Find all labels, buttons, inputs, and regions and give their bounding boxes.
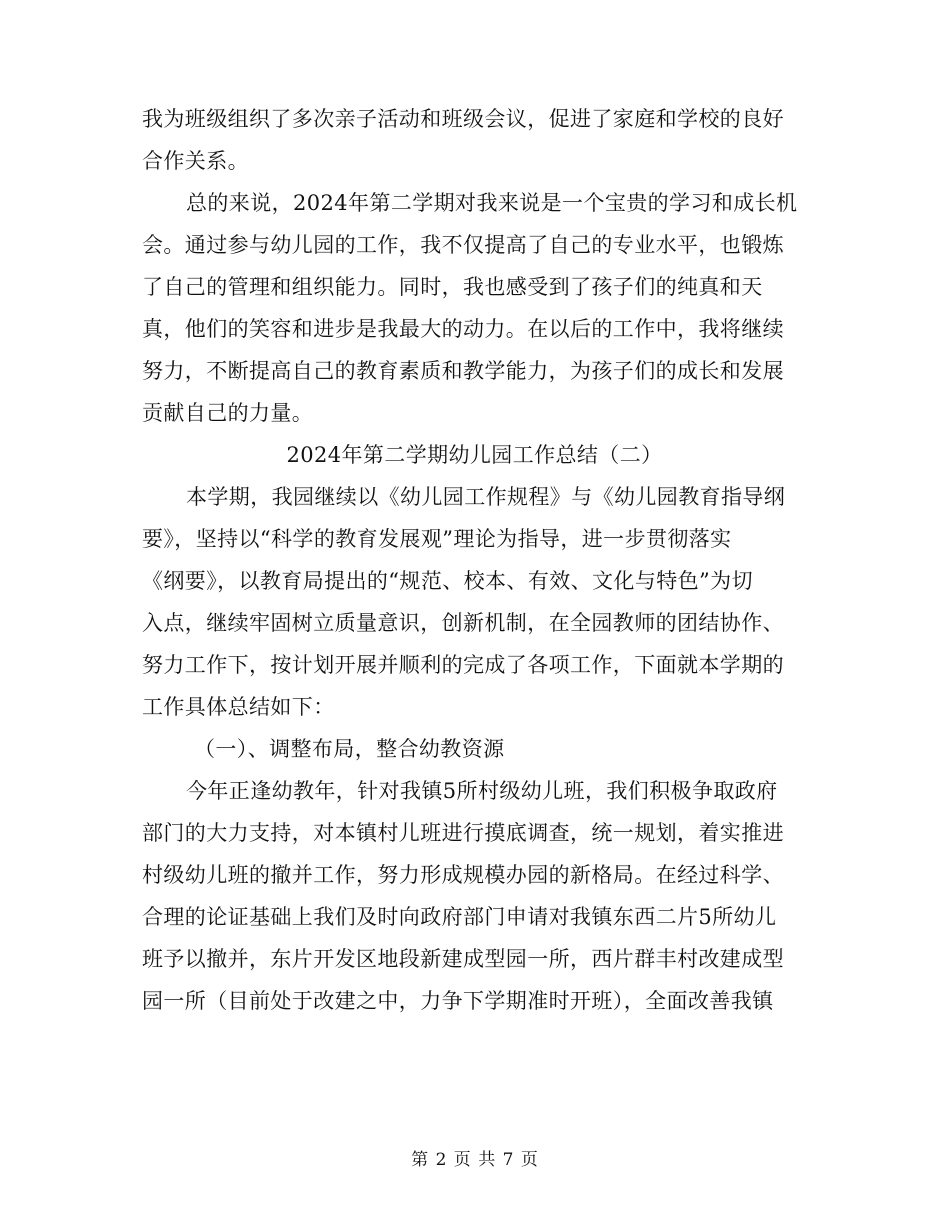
text-line: 班予以撤并，东片开发区地段新建成型园一所，西片群丰村改建成型 <box>142 947 784 971</box>
text-line: 要》，坚持以“科学的教育发展观”理论为指导，进一步贯彻落实 <box>142 527 732 551</box>
text-line: 贡献自己的力量。 <box>142 401 314 425</box>
text-line: 努力，不断提高自己的教育素质和教学能力，为孩子们的成长和发展 <box>142 359 784 383</box>
text-line: 合理的论证基础上我们及时向政府部门申请对我镇东西二片5所幼儿 <box>142 905 777 929</box>
text-line: 园一所（目前处于改建之中，力争下学期准时开班），全面改善我镇 <box>142 989 774 1013</box>
text-line: 真，他们的笑容和进步是我最大的动力。在以后的工作中，我将继续 <box>142 317 784 341</box>
text-line: 《纲要》，以教育局提出的“规范、校本、有效、文化与特色”为切 <box>142 569 753 593</box>
text-line: 工作具体总结如下： <box>142 695 335 719</box>
text-line: 部门的大力支持，对本镇村儿班进行摸底调查，统一规划，着实推进 <box>142 821 784 845</box>
text-line: 入点，继续牢固树立质量意识，创新机制，在全园教师的团结协作、 <box>142 611 784 635</box>
text-line: 合作关系。 <box>142 149 249 173</box>
paragraph-start: 总的来说，2024年第二学期对我来说是一个宝贵的学习和成长机 <box>186 191 798 215</box>
text-line: 我为班级组织了多次亲子活动和班级会议，促进了家庭和学校的良好 <box>142 107 784 131</box>
paragraph-start: 今年正逢幼教年，针对我镇5所村级幼儿班，我们积极争取政府 <box>186 779 778 803</box>
text-line: 会。通过参与幼儿园的工作，我不仅提高了自己的专业水平，也锻炼 <box>142 233 784 257</box>
text-line: 了自己的管理和组织能力。同时，我也感受到了孩子们的纯真和天 <box>142 275 763 299</box>
text-line: 努力工作下，按计划开展并顺利的完成了各项工作，下面就本学期的 <box>142 653 784 677</box>
paragraph-start: 本学期，我园继续以《幼儿园工作规程》与《幼儿园教育指导纲 <box>186 485 786 509</box>
subsection-heading: （一）、调整布局，整合幼教资源 <box>194 737 505 761</box>
section-title: 2024年第二学期幼儿园工作总结（二） <box>286 443 663 467</box>
page-number-footer: 第 2 页 共 7 页 <box>411 1150 539 1170</box>
text-line: 村级幼儿班的撤并工作，努力形成规模办园的新格局。在经过科学、 <box>142 863 784 887</box>
document-body <box>142 98 807 1022</box>
